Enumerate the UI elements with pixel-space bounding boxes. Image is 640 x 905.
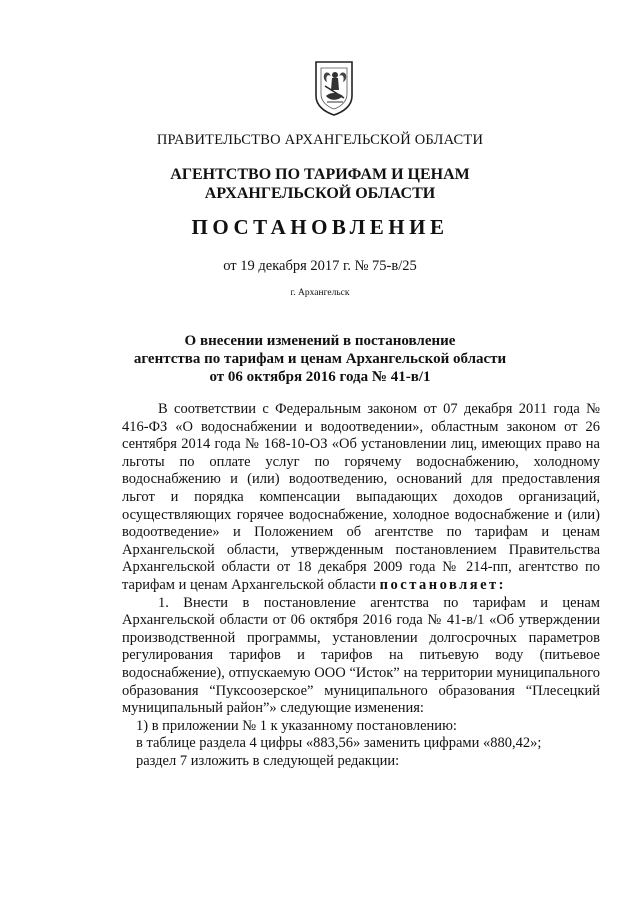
document-date-number: от 19 декабря 2017 г. № 75-в/25: [223, 258, 417, 274]
agency-name-line1: АГЕНТСТВО ПО ТАРИФАМ И ЦЕНАМ: [170, 166, 470, 183]
table-change-paragraph: в таблице раздела 4 цифры «883,56» заменить цифрами «880,42»;: [136, 735, 542, 752]
document-body: [122, 401, 600, 770]
subject-line3: от 06 октября 2016 года № 41-в/1: [209, 369, 431, 385]
item-1-paragraph: 1. Внести в постановление агентства по тарифам и ценам Архангельской области от 06 октября 2016 года № 41-в/1 «Об утверждении производственной программы, установлении долгосрочных параметров регулирования тарифов и тарифов на питьевую воду (питьевое водоснабжение), отпускаемую ООО “Исток” на территории муниципального образования “Пуксоозерское” муниципального образования “Плесецкий муниципальный район”» следующие изменения:: [122, 594, 600, 717]
agency-name-line2: АРХАНГЕЛЬСКОЙ ОБЛАСТИ: [204, 185, 436, 202]
document-subject: [0, 332, 640, 386]
document-type: ПОСТАНОВЛЕНИЕ: [191, 215, 449, 239]
subject-line2: агентства по тарифам и ценам Архангельской области: [133, 351, 507, 367]
document-city: г. Архангельск: [290, 288, 350, 298]
section-change-paragraph: раздел 7 изложить в следующей редакции:: [136, 752, 400, 769]
preamble-paragraph: [122, 401, 600, 595]
decree-word: постановляет:: [379, 576, 507, 593]
agency-name: [0, 165, 640, 203]
government-name: ПРАВИТЕЛЬСТВО АРХАНГЕЛЬСКОЙ ОБЛАСТИ: [156, 132, 484, 148]
subitem-1-paragraph: 1) в приложении № 1 к указанному постановлению:: [136, 717, 457, 734]
preamble-text: В соответствии с Федеральным законом от 07 декабря 2011 года № 416-ФЗ «О водоснабжении и водоотведении», областным законом от 26 сентября 2014 года № 168-10-ОЗ «Об установлении лиц, имеющих право на льготы по оплате услуг по горячему водоснабжению, холодному водоснабжению и (или) водоотведению, оснований для предоставления льгот и порядка компенсации выпадающих доходов организаций, осуществляющих горячее водоснабжение, холодное водоснабжение и (или) водоотведение» и Положением об агентстве по тарифам и ценам Архангельской области, утвержденным постановлением Правительства Архангельской области от 18 декабря 2009 года № 214-пп, агентство по тарифам и ценам Архангельской области: [122, 401, 600, 593]
coat-of-arms-icon: [313, 60, 355, 116]
subject-line1: О внесении изменений в постановление: [184, 333, 456, 349]
